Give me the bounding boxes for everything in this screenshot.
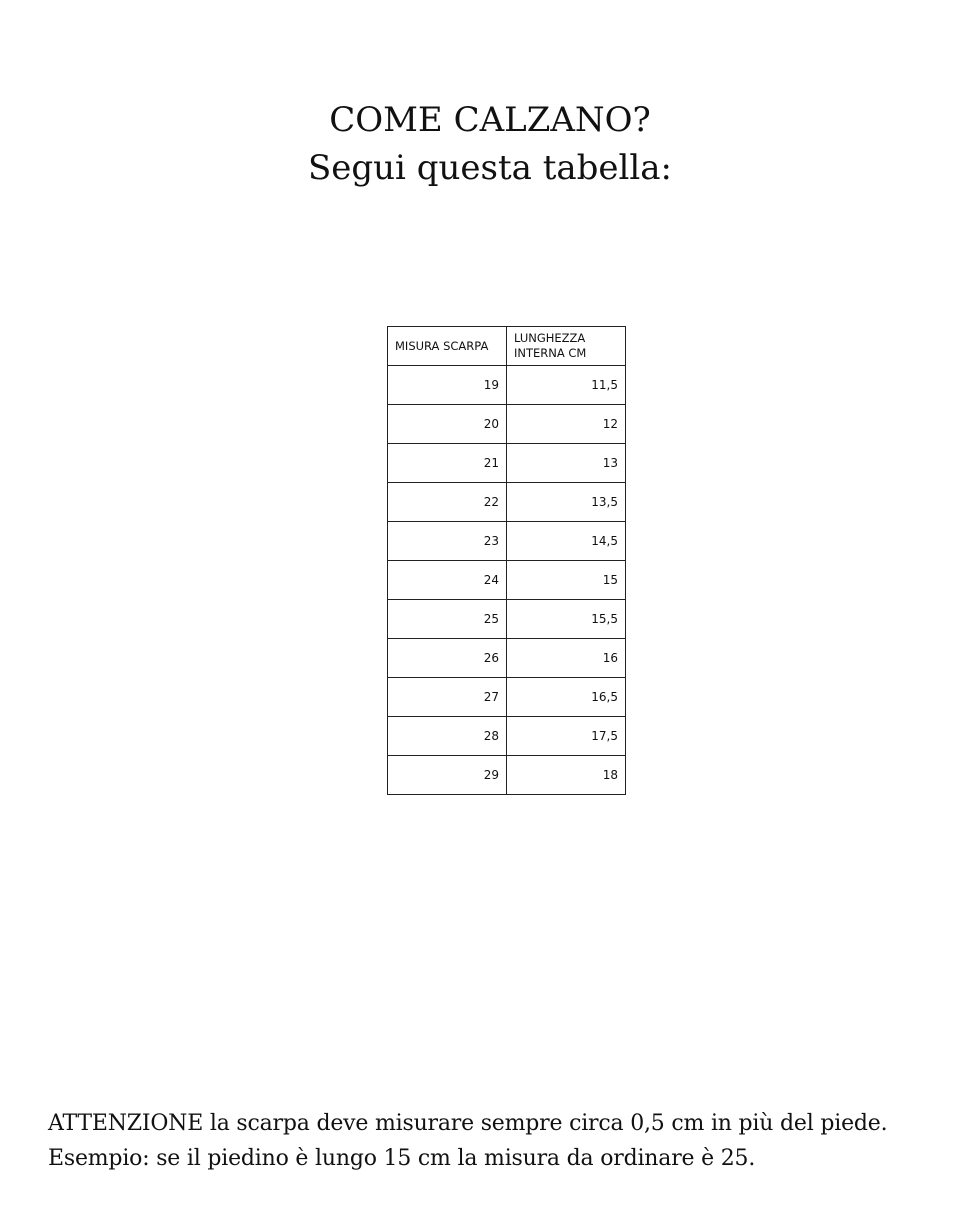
table-row bbox=[388, 444, 626, 483]
size-chart-table bbox=[387, 326, 626, 795]
attention-note-line: ATTENZIONE la scarpa deve misurare sempre circa 0,5 cm in più del piede. bbox=[48, 1111, 888, 1136]
shoe-size-cell: 24 bbox=[388, 561, 507, 600]
table-row bbox=[388, 561, 626, 600]
shoe-size-cell: 19 bbox=[388, 366, 507, 405]
shoe-size-cell: 25 bbox=[388, 600, 507, 639]
table-row bbox=[388, 678, 626, 717]
inner-length-cell: 13,5 bbox=[507, 483, 626, 522]
inner-length-cell: 16 bbox=[507, 639, 626, 678]
title-subheading: Segui questa tabella: bbox=[307, 148, 673, 188]
inner-length-cell: 13 bbox=[507, 444, 626, 483]
page-title bbox=[0, 96, 980, 192]
shoe-size-cell: 21 bbox=[388, 444, 507, 483]
table-header-row bbox=[388, 327, 626, 366]
shoe-size-cell: 20 bbox=[388, 405, 507, 444]
shoe-size-cell: 29 bbox=[388, 756, 507, 795]
table-row bbox=[388, 366, 626, 405]
inner-length-cell: 18 bbox=[507, 756, 626, 795]
example-note-line: Esempio: se il piedino è lungo 15 cm la misura da ordinare è 25. bbox=[48, 1146, 756, 1171]
shoe-size-cell: 23 bbox=[388, 522, 507, 561]
title-heading: COME CALZANO? bbox=[329, 100, 651, 140]
shoe-size-cell: 26 bbox=[388, 639, 507, 678]
inner-length-cell: 15,5 bbox=[507, 600, 626, 639]
table-row bbox=[388, 639, 626, 678]
inner-length-cell: 11,5 bbox=[507, 366, 626, 405]
inner-length-cell: 15 bbox=[507, 561, 626, 600]
table-row bbox=[388, 717, 626, 756]
table-row bbox=[388, 756, 626, 795]
column-header-inner-length: LUNGHEZZA INTERNA CM bbox=[507, 327, 626, 366]
inner-length-cell: 16,5 bbox=[507, 678, 626, 717]
shoe-size-cell: 27 bbox=[388, 678, 507, 717]
inner-length-cell: 17,5 bbox=[507, 717, 626, 756]
shoe-size-cell: 28 bbox=[388, 717, 507, 756]
attention-note bbox=[48, 1106, 948, 1176]
inner-length-cell: 12 bbox=[507, 405, 626, 444]
column-header-shoe-size: MISURA SCARPA bbox=[388, 327, 507, 366]
table-row bbox=[388, 483, 626, 522]
table-row bbox=[388, 405, 626, 444]
table-row bbox=[388, 600, 626, 639]
inner-length-cell: 14,5 bbox=[507, 522, 626, 561]
table-row bbox=[388, 522, 626, 561]
shoe-size-cell: 22 bbox=[388, 483, 507, 522]
